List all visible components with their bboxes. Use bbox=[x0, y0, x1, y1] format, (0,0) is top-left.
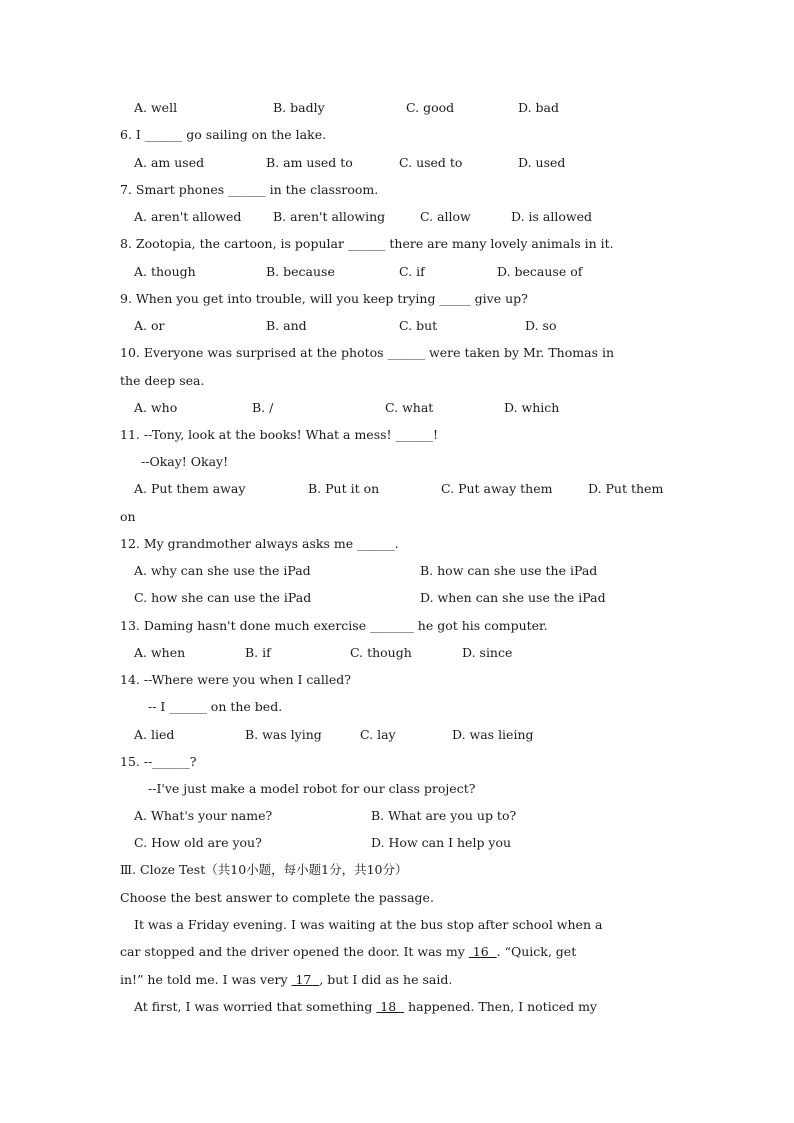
passage-text: , but I did as he said. bbox=[319, 972, 453, 987]
q11-option-d-wrap: on bbox=[120, 509, 136, 524]
q10-option-b[interactable]: B. / bbox=[252, 400, 274, 415]
q7-option-d[interactable]: D. is allowed bbox=[511, 209, 592, 224]
q7-option-c[interactable]: C. allow bbox=[420, 209, 471, 224]
q7-option-a[interactable]: A. aren't allowed bbox=[134, 209, 242, 224]
q5-option-b[interactable]: B. badly bbox=[273, 100, 325, 115]
q6-option-b[interactable]: B. am used to bbox=[266, 155, 353, 170]
q14-option-c[interactable]: C. lay bbox=[360, 727, 396, 742]
q9-option-a[interactable]: A. or bbox=[134, 318, 165, 333]
q14-option-a[interactable]: A. lied bbox=[134, 727, 175, 742]
passage-line-4 bbox=[134, 1000, 597, 1014]
q11-option-c[interactable]: C. Put away them bbox=[441, 481, 553, 496]
q5-option-a[interactable]: A. well bbox=[134, 100, 178, 115]
q13-option-a[interactable]: A. when bbox=[134, 645, 186, 660]
q14-stem: 14. --Where were you when I called? bbox=[120, 672, 351, 687]
section-instruction: Choose the best answer to complete the passage. bbox=[120, 890, 434, 905]
q10-option-d[interactable]: D. which bbox=[504, 400, 560, 415]
q6-stem: 6. I ______ go sailing on the lake. bbox=[120, 127, 327, 142]
q6-option-a[interactable]: A. am used bbox=[134, 155, 205, 170]
q12-stem: 12. My grandmother always asks me ______. bbox=[120, 536, 399, 551]
q11-stem: 11. --Tony, look at the books! What a mess! ______! bbox=[120, 427, 439, 442]
q7-option-b[interactable]: B. aren't allowing bbox=[273, 209, 386, 224]
q5-option-c[interactable]: C. good bbox=[406, 100, 455, 115]
q11-option-b[interactable]: B. Put it on bbox=[308, 481, 380, 496]
passage-text: in!” he told me. I was very bbox=[120, 972, 292, 987]
passage-line-1: It was a Friday evening. I was waiting at the bus stop after school when a bbox=[134, 917, 603, 932]
q8-option-a[interactable]: A. though bbox=[134, 264, 196, 279]
q13-stem: 13. Daming hasn't done much exercise _______ he got his computer. bbox=[120, 618, 548, 633]
q9-option-d[interactable]: D. so bbox=[525, 318, 557, 333]
q14-reply: -- I ______ on the bed. bbox=[148, 699, 283, 714]
blank-18[interactable]: 18 bbox=[376, 999, 405, 1014]
q5-option-d[interactable]: D. bad bbox=[518, 100, 559, 115]
passage-line-2 bbox=[120, 945, 576, 959]
q12-option-c[interactable]: C. how she can use the iPad bbox=[134, 590, 312, 605]
q9-option-c[interactable]: C. but bbox=[399, 318, 438, 333]
q8-stem: 8. Zootopia, the cartoon, is popular ______ there are many lovely animals in it. bbox=[120, 236, 614, 251]
q9-option-b[interactable]: B. and bbox=[266, 318, 307, 333]
q12-option-a[interactable]: A. why can she use the iPad bbox=[134, 563, 311, 578]
q15-option-c[interactable]: C. How old are you? bbox=[134, 835, 262, 850]
q13-option-d[interactable]: D. since bbox=[462, 645, 513, 660]
q10-option-a[interactable]: A. who bbox=[134, 400, 178, 415]
blank-16[interactable]: 16 bbox=[468, 944, 497, 959]
q13-option-b[interactable]: B. if bbox=[245, 645, 271, 660]
q15-option-a[interactable]: A. What's your name? bbox=[134, 808, 273, 823]
q8-option-b[interactable]: B. because bbox=[266, 264, 335, 279]
q8-option-c[interactable]: C. if bbox=[399, 264, 425, 279]
q12-option-d[interactable]: D. when can she use the iPad bbox=[420, 590, 606, 605]
q11-reply: --Okay! Okay! bbox=[141, 454, 229, 469]
q7-stem: 7. Smart phones ______ in the classroom. bbox=[120, 182, 379, 197]
q11-option-a[interactable]: A. Put them away bbox=[134, 481, 246, 496]
passage-text: At first, I was worried that something bbox=[134, 999, 377, 1014]
q9-stem: 9. When you get into trouble, will you keep trying _____ give up? bbox=[120, 291, 528, 306]
q10-stem-line1: 10. Everyone was surprised at the photos ______ were taken by Mr. Thomas in bbox=[120, 345, 615, 360]
q8-option-d[interactable]: D. because of bbox=[497, 264, 583, 279]
q14-option-d[interactable]: D. was lieing bbox=[452, 727, 534, 742]
section-heading: Ⅲ. Cloze Test（共10小题，每小题1分，共10分） bbox=[120, 862, 408, 877]
q12-option-b[interactable]: B. how can she use the iPad bbox=[420, 563, 598, 578]
blank-17[interactable]: 17 bbox=[291, 972, 320, 987]
passage-line-3 bbox=[120, 973, 452, 987]
q15-option-d[interactable]: D. How can I help you bbox=[371, 835, 512, 850]
q15-stem: 15. --______? bbox=[120, 754, 197, 769]
q10-option-c[interactable]: C. what bbox=[385, 400, 434, 415]
q13-option-c[interactable]: C. though bbox=[350, 645, 412, 660]
q6-option-c[interactable]: C. used to bbox=[399, 155, 463, 170]
q14-option-b[interactable]: B. was lying bbox=[245, 727, 322, 742]
q10-stem-line2: the deep sea. bbox=[120, 373, 205, 388]
q6-option-d[interactable]: D. used bbox=[518, 155, 566, 170]
q11-option-d[interactable]: D. Put them bbox=[588, 481, 664, 496]
q15-reply: --I've just make a model robot for our class project? bbox=[148, 781, 476, 796]
passage-text: . “Quick, get bbox=[496, 944, 577, 959]
passage-text: happened. Then, I noticed my bbox=[404, 999, 597, 1014]
q15-option-b[interactable]: B. What are you up to? bbox=[371, 808, 517, 823]
passage-text: car stopped and the driver opened the door. It was my bbox=[120, 944, 469, 959]
